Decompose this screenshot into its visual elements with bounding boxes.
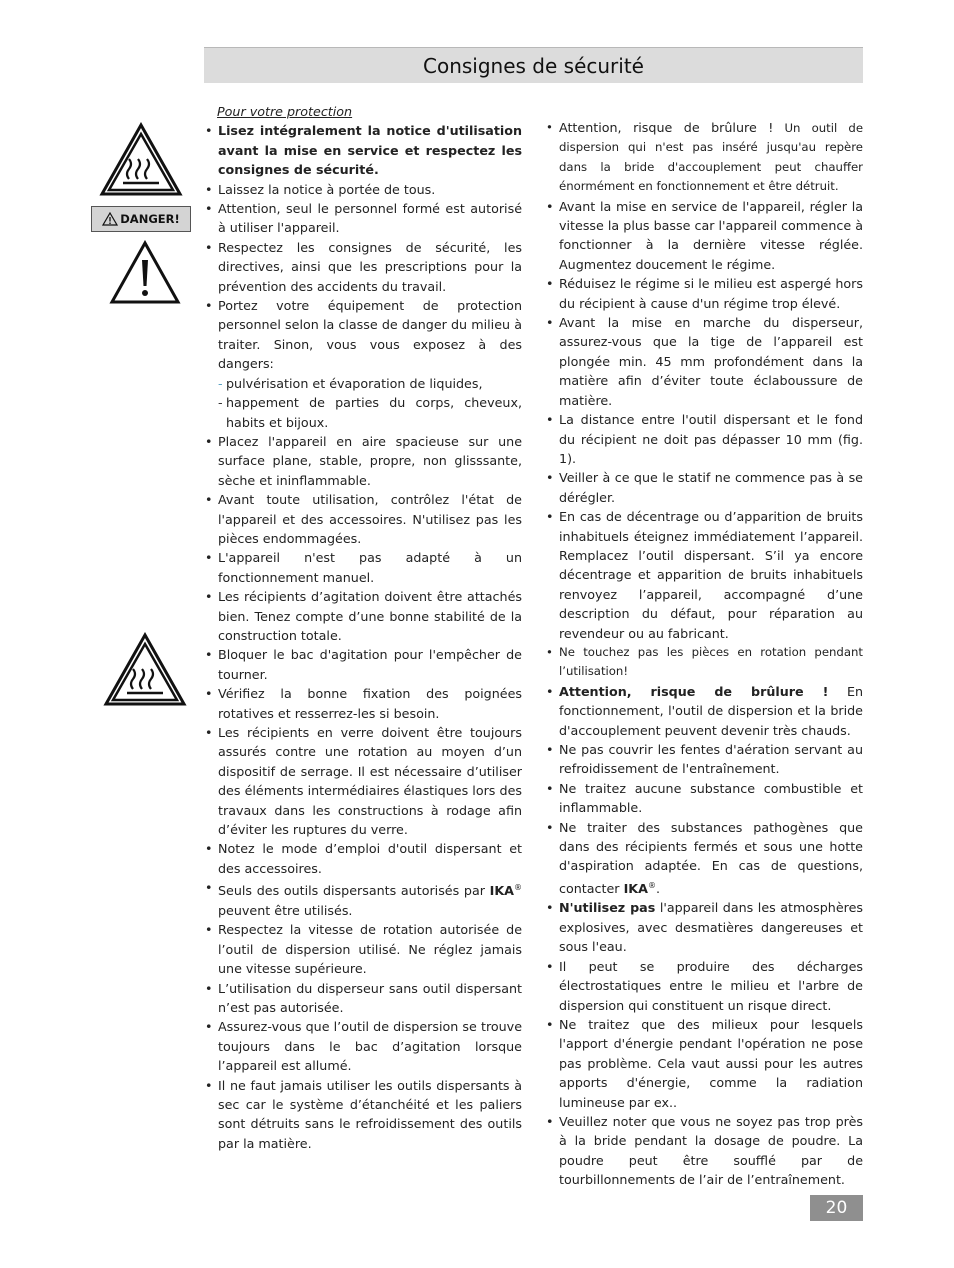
list-item: • Veuillez noter que vous ne soyez pas trop près à la bride pendant la dosage de poudre. La poudre peut être soufflé par de tourbillonnements de l’air de l’entraînement. — [545, 1112, 863, 1190]
sub-list-item: - pulvérisation et évaporation de liquides, — [204, 374, 522, 393]
list-item: • Ne traitez aucune substance combustible et inflammable. — [545, 779, 863, 818]
list-item: • Bloquer le bac d'agitation pour l'empêcher de tourner. — [204, 645, 522, 684]
list-item: • Ne traitez que des milieux pour lesquels l'apport d'énergie pendant l'opération ne pose pas problème. Cela vaut aussi pour les autres apports d'énergie, comme la radiation lumineuse par ex.. — [545, 1015, 863, 1112]
list-item: • Attention, risque de brûlure ! Un outil de dispersion qui n'est pas inséré jusqu'au repère dans la bride d'accouplement peut chauffer énormément en fonctionnement et être détruit. — [545, 118, 863, 197]
safety-list-left — [204, 121, 522, 1153]
list-item: • Assurez-vous que l’outil de dispersion se trouve toujours dans le bac d’agitation lorsque l’appareil est allumé. — [204, 1017, 522, 1075]
sub-list-item: - happement de parties du corps, cheveux, habits et bijoux. — [204, 393, 522, 432]
danger-label: DANGER! — [120, 212, 180, 226]
safety-list-right — [545, 118, 863, 1190]
list-item: • Ne touchez pas les pièces en rotation pendant l’utilisation! — [545, 643, 863, 682]
list-item: • L'appareil n'est pas adapté à un fonctionnement manuel. — [204, 548, 522, 587]
intro-heading: Pour votre protection — [217, 104, 353, 119]
list-item: • Ne pas couvrir les fentes d'aération servant au refroidissement de l'entraînement. — [545, 740, 863, 779]
list-item: • Les récipients d’agitation doivent être attachés bien. Tenez compte d’une bonne stabilité de la construction totale. — [204, 587, 522, 645]
danger-badge — [91, 206, 191, 232]
list-item: • Il ne faut jamais utiliser les outils dispersants à sec car le système d’étanchéité et les paliers sont détruits sans le refroidissement des outils par la matière. — [204, 1076, 522, 1154]
list-item: • Portez votre équipement de protection personnel selon la classe de danger du milieu à traiter. Sinon, vous vous exposez à des dangers: — [204, 296, 522, 374]
list-item: • La distance entre l'outil dispersant et le fond du récipient ne doit pas dépasser 10 mm (fig. 1). — [545, 410, 863, 468]
list-item: • Réduisez le régime si le milieu est aspergé hors du récipient à cause d'un régime trop élevé. — [545, 274, 863, 313]
list-item: • Respectez la vitesse de rotation autorisée de l’outil de dispersion utilisé. Ne réglez jamais une vitesse supérieure. — [204, 920, 522, 978]
brand-name: IKA — [489, 883, 514, 899]
list-item: • Avant la mise en service de l'appareil, régler la vitesse la plus basse car l'appareil commence à fonctionner à la dernière vitesse réglée. Augmentez doucement le régime. — [545, 197, 863, 275]
general-warning-icon — [109, 240, 181, 306]
left-column — [204, 102, 522, 1153]
page-title: Consignes de sécurité — [423, 53, 644, 78]
list-item: • Veiller à ce que le statif ne commence pas à se dérégler. — [545, 468, 863, 507]
list-item: • Il peut se produire des décharges électrostatiques entre le milieu et l'arbre de dispersion qui constituent un risque direct. — [545, 957, 863, 1015]
list-item: • Attention, risque de brûlure ! En fonctionnement, l'outil de dispersion et la bride d'accouplement peuvent devenir très chauds. — [545, 682, 863, 740]
title-bar — [204, 47, 863, 83]
list-item: • En cas de décentrage ou d’apparition de bruits inhabituels éteignez immédiatement l’appareil. Remplacez l’outil dispersant. S’il ya encore décentrage et apparition de bruits inhabituels renvoyez l’appareil, accompagné d’une description du défaut, pour réparation au revendeur ou au fabricant. — [545, 507, 863, 643]
right-column — [545, 118, 863, 1190]
list-item: • Seuls des outils dispersants autorisés par IKA® peuvent être utilisés. — [204, 878, 522, 920]
hot-surface-warning-icon — [99, 122, 183, 198]
hot-surface-warning-icon — [103, 632, 187, 708]
list-item: • Avant toute utilisation, contrôlez l'état de l'appareil et des accessoires. N'utilisez pas les pièces endommagées. — [204, 490, 522, 548]
list-item: • Placez l'appareil en aire spacieuse sur une surface plane, stable, propre, non glisssante, sèche et ininflammable. — [204, 432, 522, 490]
list-item: • Vérifiez la bonne fixation des poignées rotatives et resserrez-les si besoin. — [204, 684, 522, 723]
list-item: • Attention, seul le personnel formé est autorisé à utiliser l'appareil. — [204, 199, 522, 238]
list-item: • Laissez la notice à portée de tous. — [204, 180, 522, 199]
list-item: • Respectez les consignes de sécurité, les directives, ainsi que les prescriptions pour la prévention des accidents du travail. — [204, 238, 522, 296]
list-item: • L’utilisation du disperseur sans outil dispersant n’est pas autorisée. — [204, 979, 522, 1018]
list-item: • Les récipients en verre doivent être toujours assurés contre une rotation au moyen d’un dispositif de serrage. Il est nécessaire d’utiliser des éléments intermédiaires élastiques lors des travaux dans les constructions à rodage afin d’éviter les ruptures du verre. — [204, 723, 522, 839]
list-item: • Avant la mise en marche du disperseur, assurez-vous que la tige de l’appareil est plongée min. 45 mm profondément dans la matière afin d’éviter toute éclaboussure de matière. — [545, 313, 863, 410]
list-item: • Lisez intégralement la notice d'utilisation avant la mise en service et respectez les consignes de sécurité. — [204, 121, 522, 179]
list-item: • Ne traiter des substances pathogènes que dans des récipients fermés et sous une hotte d'aspiration adaptée. En cas de questions, contacter IKA®. — [545, 818, 863, 899]
warning-icon — [102, 212, 118, 226]
list-item: • N'utilisez pas l'appareil dans les atmosphères explosives, avec desmatières dangereuses et sous l'eau. — [545, 898, 863, 956]
page-number: 20 — [810, 1195, 863, 1221]
list-item: • Notez le mode d’emploi d'outil dispersant et des accessoires. — [204, 839, 522, 878]
brand-name: IKA — [623, 881, 648, 897]
